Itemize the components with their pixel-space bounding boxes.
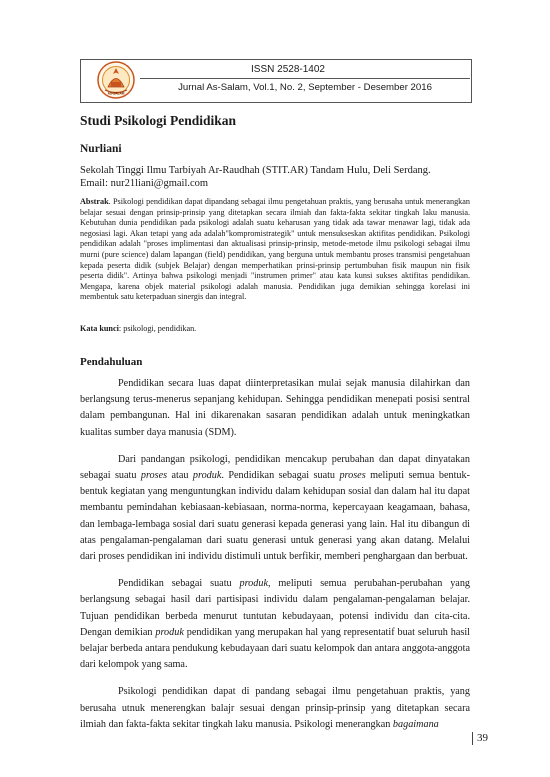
keywords-text: : psikologi, pendidikan. xyxy=(118,324,197,333)
abstract xyxy=(80,197,470,303)
paragraph-1: Pendidikan secara luas dapat diinterpretasikan mulai sejak manusia dilahirkan dan berlangsung terus-menerus sepanjang kehidupan. Sehingga pendidikan menepati posisi sentral dalam pembangunan. Hal ini dikarenakan sasaran pendidikan adalah untuk meningkatkan kualitas sumber daya manusia (SDM). xyxy=(80,378,470,438)
keywords xyxy=(80,324,196,333)
paragraph-4: Psikologi pendidikan dapat di pandang sebagai ilmu pengetahuan praktis, yang berusaha utnuk menerengkan balajr sesuai dengan prinsip-prinsip yang ditetapkan secara ilmiah dan fakta-fakta sekitar tingkah laku manusia. Psikologi menerangkan bagaimana xyxy=(80,686,470,730)
issn: ISSN 2528-1402 xyxy=(251,64,325,75)
author-affiliation xyxy=(80,164,431,190)
page-number: 39 xyxy=(472,732,488,745)
abstract-label: Abstrak xyxy=(80,197,109,206)
body-text xyxy=(80,376,470,744)
header-divider xyxy=(140,78,470,79)
section-heading: Pendahuluan xyxy=(80,356,143,368)
journal-citation: Jurnal As-Salam, Vol.1, No. 2, September - Desember 2016 xyxy=(178,82,432,93)
author-email: Email: nur21liani@gmail.com xyxy=(80,178,209,189)
journal-logo xyxy=(95,60,137,100)
keywords-label: Kata kunci xyxy=(80,324,119,333)
affiliation-line: Sekolah Tinggi Ilmu Tarbiyah Ar-Raudhah (STIT.AR) Tandam Hulu, Deli Serdang. xyxy=(80,165,431,176)
author-name: Nurliani xyxy=(80,143,122,155)
abstract-text: . Psikologi pendidikan dapat dipandang sebagai ilmu pengetahuan praktis, yang berusaha untuk menerangkan belajar sesuai dengan prinsip-prinsip yang ditetapkan secara ilmiah dan fakta-fakta sekitar tingkah laku manusia. Kebutuhan dunia pendidikan pada psikologi adalah suatu keharusan yang tidak ada tawar menawar lagi, tidak ada negosiasi lagi. Akan tetapi yang ada adalah"kompromistrategik" untuk mensukseskan aktifitas pendidikan. Psikologi pendidikan adalah "proses implimentasi dan aktualisasi prinsip-prinsip, metode-metode ilmu psikologi sebagai ilmu murni (pure science) dalam lapangan (field) pendidikan, yang berguna untuk membantu proses transmisi pengetahuan kepada peserta didik (subjek Belajar) dengan memperhatikan prinsi-prinsip pertumbuhan fisik maupun nin fisik peserta didik". Artinya bahwa psikologi menjadi "instrumen primer" atau kata kunsi sukses aktifitas pendidikan. Mengapa, karena objek material psikologi adalah manusia. Pendidikan juga demikian sehingga korelasi ini membentuk satu keterpaduan sinergis dan integral. xyxy=(80,197,470,302)
article-title: Studi Psikologi Pendidikan xyxy=(80,113,237,128)
paragraph-3: Pendidikan sebagai suatu produk, meliputi semua perubahan-perubahan yang berlangsung sebagai hasil dari partisipasi individu dalam pengalaman-pengalaman belajar. Tujuan pendidikan berbeda menurut tuntutan kebudayaan, potensi individu dan cita-cita. Dengan demikian produk pendidikan yang merupakan hal yang representatif buat seluruh hasil belajar berbeda antara pendukung kebudayaan dari suatu kelompok dan antara anggota-anggota dari kelompok yang sama. xyxy=(80,578,471,671)
svg-text:AS-SALAM: AS-SALAM xyxy=(107,91,125,96)
paragraph-2: Dari pandangan psikologi, pendidikan mencakup perubahan dan dapat dinyatakan sebagai suatu proses atau produk. Pendidikan sebagai suatu proses meliputi semua bentuk-bentuk kegiatan yang menguntungkan individu dalam kehidupan sosial dan dalam hal itu dapat membantu pemindahan kebiasaan-kebiasaan, norma-norma, kepercayaan keagamaan, bahasa, dan lembaga-lembaga sosial dari suatu generasi kepada generasi yang lain. Hal itu dibangun di atas pengalaman-pengalaman dari suatu generasi untuk generasi yang akan datang. Melalui dari proses pendidikan ini individu distimuli untuk berfikir, memberi penghargaan dan berbuat. xyxy=(80,453,470,563)
